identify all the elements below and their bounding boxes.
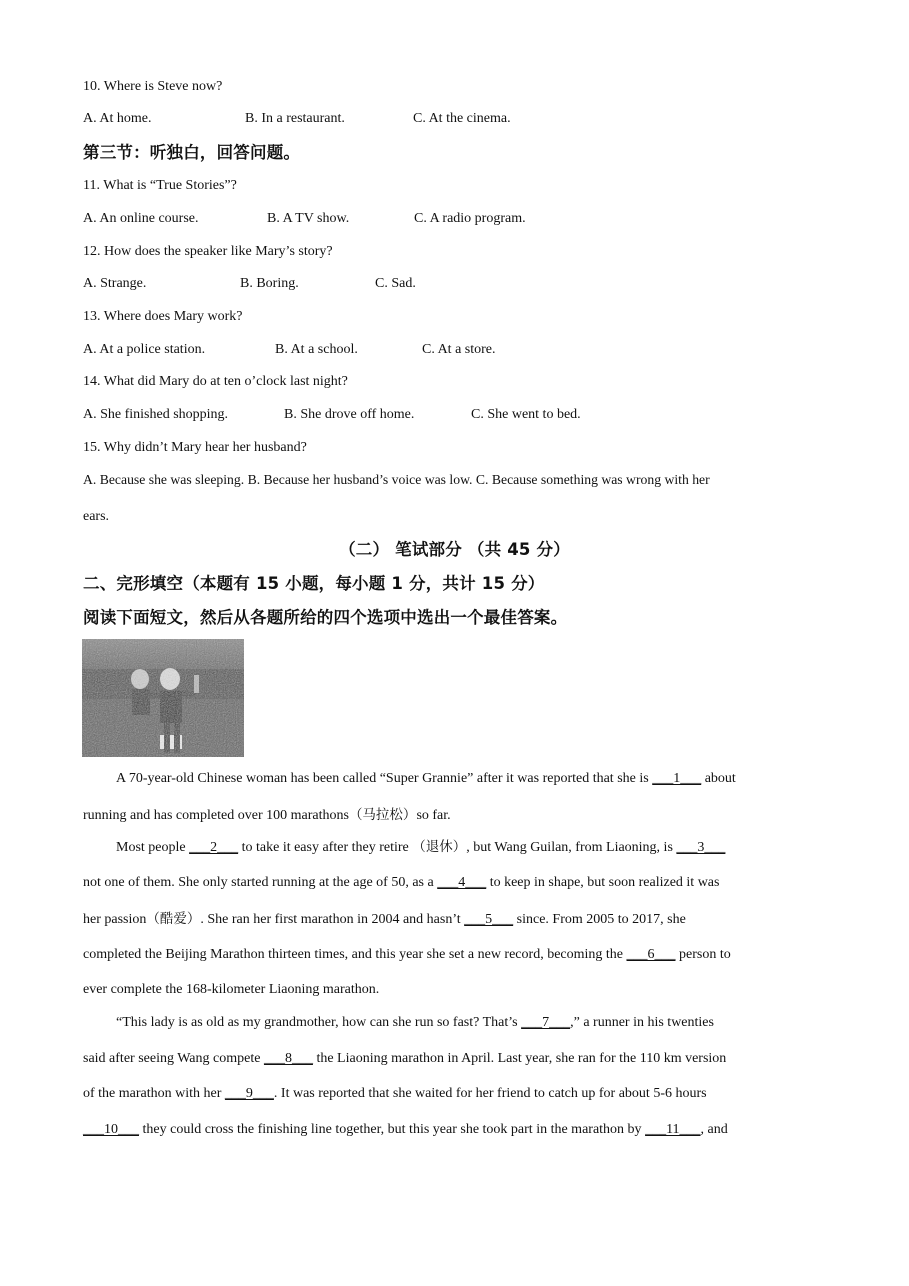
question-12-option-b: B. Boring. <box>240 276 299 291</box>
marathon-runner-photo <box>82 639 244 757</box>
blank-1[interactable]: ___1___ <box>652 771 702 786</box>
blank-5[interactable]: ___5___ <box>464 912 514 927</box>
passage-line-8: “This lady is as old as my grandmother, how can she run so fast? That’s ___7___,” a runner in his twenties <box>116 1015 714 1030</box>
blank-3[interactable]: ___3___ <box>676 840 726 855</box>
question-11-option-b: B. A TV show. <box>267 211 350 226</box>
question-12-option-c: C. Sad. <box>375 276 416 291</box>
question-11-stem: 11. What is “True Stories”? <box>83 178 237 193</box>
question-10-option-a: A. At home. <box>83 111 152 126</box>
blank-7[interactable]: ___7___ <box>521 1015 571 1030</box>
passage-line-4: not one of them. She only started running at the age of 50, as a ___4___ to keep in shape, but soon realized it was <box>83 875 720 890</box>
blank-10[interactable]: ___10___ <box>83 1122 139 1137</box>
blank-2[interactable]: ___2___ <box>189 840 239 855</box>
question-10-stem: 10. Where is Steve now? <box>83 79 223 94</box>
question-15-options: A. Because she was sleeping. B. Because her husband’s voice was low. C. Because something was wrong with her <box>83 472 710 487</box>
question-15-options-continued: ears. <box>83 509 110 524</box>
passage-line-11: ___10___ they could cross the finishing line together, but this year she took part in the marathon by ___11___, and <box>83 1122 728 1137</box>
blank-6[interactable]: ___6___ <box>626 947 676 962</box>
blank-11[interactable]: ___11___ <box>645 1122 701 1137</box>
passage-line-2: running and has completed over 100 marathons（马拉松）so far. <box>83 807 451 823</box>
question-14-option-b: B. She drove off home. <box>284 407 415 422</box>
question-15-stem: 15. Why didn’t Mary hear her husband? <box>83 440 307 455</box>
blank-8[interactable]: ___8___ <box>263 1051 313 1066</box>
question-12-stem: 12. How does the speaker like Mary’s story? <box>83 244 333 259</box>
question-10-option-c: C. At the cinema. <box>413 111 511 126</box>
passage-line-1: A 70-year-old Chinese woman has been called “Super Grannie” after it was reported that she is ___1___ about <box>116 771 736 786</box>
question-14-option-c: C. She went to bed. <box>471 407 581 422</box>
question-14-stem: 14. What did Mary do at ten o’clock last night? <box>83 374 348 389</box>
question-14-option-a: A. She finished shopping. <box>83 407 229 422</box>
question-10-option-b: B. In a restaurant. <box>245 111 345 126</box>
passage-line-7: ever complete the 168-kilometer Liaoning marathon. <box>83 982 380 997</box>
passage-line-6: completed the Beijing Marathon thirteen times, and this year she set a new record, becoming the ___6___ person to <box>83 947 731 962</box>
question-13-option-c: C. At a store. <box>422 342 496 357</box>
blank-4[interactable]: ___4___ <box>437 875 487 890</box>
written-section-title: （二） 笔试部分 （共 45 分） <box>339 540 570 559</box>
passage-line-3: Most people ___2___ to take it easy after they retire （退休）, but Wang Guilan, from Liaoning, is ___3___ <box>116 839 726 855</box>
section-3-title: 第三节：听独白，回答问题。 <box>83 143 301 162</box>
question-11-option-a: A. An online course. <box>83 211 199 226</box>
question-12-option-a: A. Strange. <box>83 276 147 291</box>
passage-line-5: her passion（酷爱）. She ran her first marathon in 2004 and hasn’t ___5___ since. From 2005 to 2017, she <box>83 911 686 927</box>
passage-line-9: said after seeing Wang compete ___8___ the Liaoning marathon in April. Last year, she ran for the 110 km version <box>83 1051 727 1066</box>
passage-line-10: of the marathon with her ___9___. It was reported that she waited for her friend to catch up for about 5-6 hours <box>83 1086 707 1101</box>
cloze-instructions: 阅读下面短文，然后从各题所给的四个选项中选出一个最佳答案。 <box>83 608 568 627</box>
cloze-section-title: 二、完形填空（本题有 15 小题，每小题 1 分，共计 15 分） <box>83 574 545 593</box>
blank-9[interactable]: ___9___ <box>224 1086 274 1101</box>
question-13-option-a: A. At a police station. <box>83 342 206 357</box>
question-13-option-b: B. At a school. <box>275 342 358 357</box>
question-11-option-c: C. A radio program. <box>414 211 526 226</box>
question-13-stem: 13. Where does Mary work? <box>83 309 243 324</box>
